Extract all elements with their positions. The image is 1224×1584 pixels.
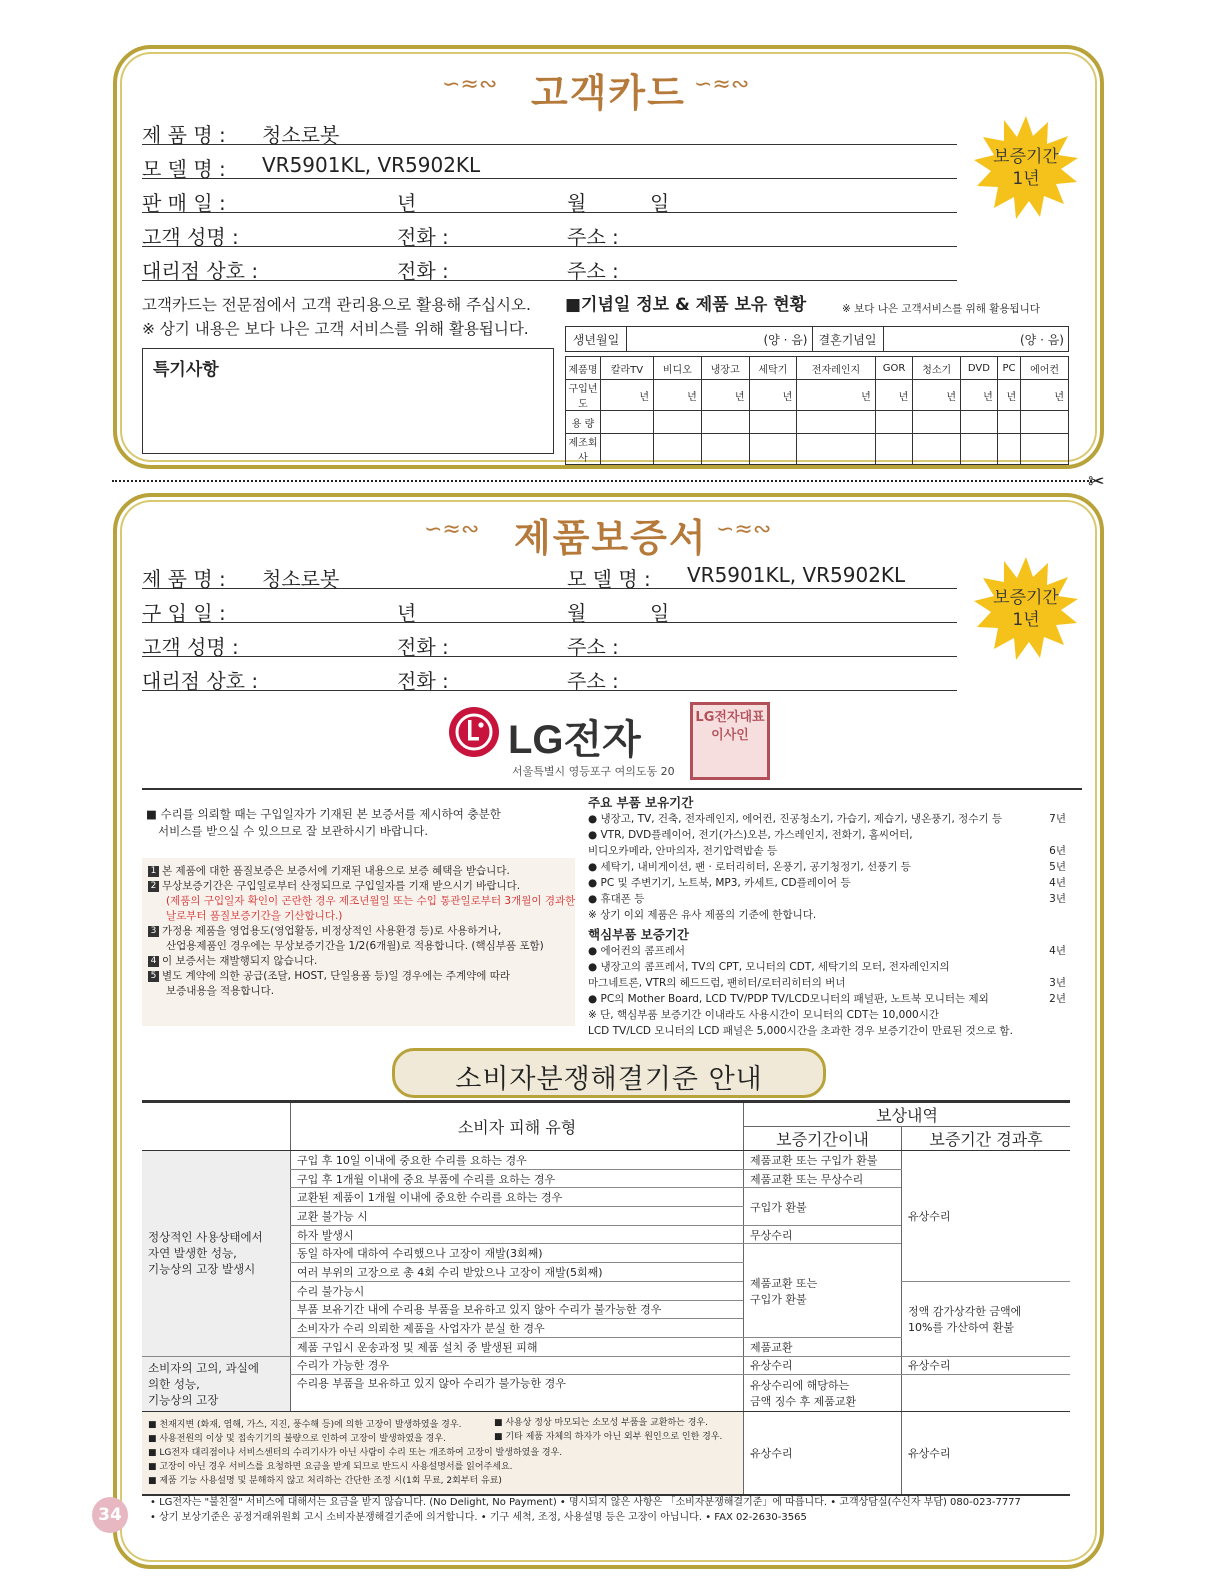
sale-date-label: 판 매 일 : (142, 191, 226, 215)
phone-label: 전화 : (397, 259, 449, 283)
parts-section (588, 793, 1068, 1039)
model-row (142, 150, 957, 179)
term-number: 1 (148, 866, 159, 877)
own-cell (797, 434, 876, 465)
phone-label: 전화 : (397, 225, 449, 249)
extra-note: ■ 사용상 정상 마모되는 소모성 부품을 교환하는 경우. (494, 1418, 708, 1429)
after-cell (902, 1375, 1071, 1412)
term-number (148, 911, 159, 922)
scissors-icon: ✂ (1088, 469, 1105, 493)
own-cell (961, 434, 998, 465)
own-cell: 년 (749, 380, 797, 411)
parts-text: ● 냉장고, TV, 건축, 전자레인지, 에어컨, 진공청소기, 가습기, 제습기, 냉온풍기, 정수기 등 (588, 813, 1003, 825)
address-label: 주소 : (567, 259, 619, 283)
w-product-value: 청소로봇 (262, 567, 340, 591)
parts-text: ● 에어컨의 콤프레서 (588, 945, 685, 957)
group-line: 자연 발생한 성능, (148, 1246, 237, 1261)
own-cell: 년 (961, 380, 998, 411)
ornament-left: ∽≈∾ (442, 72, 498, 97)
phone-label: 전화 : (397, 635, 449, 659)
group2-cell (142, 1356, 291, 1412)
day-label: 일 (650, 601, 670, 625)
cut-line (112, 480, 1092, 482)
extra-notes-cell (142, 1412, 744, 1496)
type-cell: 동일 하자에 대하여 수리했으나 고장이 재발(3회째) (291, 1244, 744, 1263)
parts-years: 5년 (1049, 861, 1066, 873)
term-text: 산업용제품인 경우에는 무상보증기간을 1/2(6개월)로 적용합니다. (핵심부품 포함) (166, 940, 544, 952)
term-text: 본 제품에 대한 품질보증은 보증서에 기재된 내용으로 보증 혜택을 받습니다. (162, 865, 510, 877)
anniversary-table (565, 326, 1069, 352)
own-cell (961, 411, 998, 434)
own-cell (601, 434, 654, 465)
parts-item (588, 959, 1068, 975)
ownership-table (565, 356, 1069, 465)
term-line (148, 909, 575, 924)
own-header-cell: 청소기 (913, 357, 961, 380)
dispute-extra-row (142, 1412, 1070, 1496)
own-header-cell: 세탁기 (749, 357, 797, 380)
comp-cell: 유상수리 (744, 1356, 902, 1375)
comp-cell (744, 1375, 902, 1412)
type-cell: 여러 부위의 고장으로 총 4회 수리 받았으나 고장이 재발(5회째) (291, 1263, 744, 1282)
anniv-title: ■기념일 정보 & 제품 보유 현황 (565, 295, 807, 315)
col-in-header: 보증기간이내 (744, 1127, 902, 1151)
warranty-intro (146, 806, 501, 840)
term-line (148, 984, 575, 999)
card-note2: ※ 상기 내용은 보다 나은 고객 서비스를 위해 활용됩니다. (142, 320, 529, 338)
own-header-cell: 비디오 (654, 357, 702, 380)
product-value: 청소로봇 (262, 123, 340, 147)
w-model-label: 모 델 명 : (567, 567, 651, 591)
parts-item (588, 975, 1068, 991)
dealer-label: 대리점 상호 : (142, 259, 259, 283)
parts-text: ● PC의 Mother Board, LCD TV/PDP TV/LCD모니터의 패널판, 노트북 모니터는 제외 (588, 993, 989, 1005)
type-cell: 수리가 가능한 경우 (291, 1356, 744, 1375)
parts-text: ※ 상기 이외 제품은 유사 제품의 기준에 한합니다. (588, 909, 817, 921)
parts-text: 비디오카메라, 안마의자, 전기압력밥솥 등 (588, 845, 778, 857)
extra-note: ■ 고장이 아닌 경우 서비스를 요청하면 요금을 받게 되므로 반드시 사용설명서를 읽어주세요. (148, 1462, 513, 1473)
after-cell: 유상수리 (902, 1356, 1071, 1375)
own-row-label: 구입년도 (566, 380, 601, 411)
product-label: 제 품 명 : (142, 123, 226, 147)
warranty-terms-box (142, 858, 575, 1026)
empty-header (142, 1102, 291, 1151)
type-cell: 소비자가 수리 의뢰한 제품을 사업자가 분실 한 경우 (291, 1319, 744, 1338)
term-text: (제품의 구입일자 확인이 곤란한 경우 제조년월일 또는 수입 통관일로부터 3개월이 경과한 (166, 895, 576, 907)
own-cell (701, 411, 749, 434)
card-note1: 고객카드는 전문점에서 고객 관리용으로 활용해 주십시오. (142, 296, 531, 314)
comp-line: 유상수리에 해당하는 (750, 1379, 850, 1393)
phone-label: 전화 : (397, 669, 449, 693)
ornament-left: ∽≈∾ (424, 517, 480, 542)
customer-card-title: 고객카드 (531, 71, 686, 115)
comp-cell (744, 1244, 902, 1337)
term-number (148, 941, 159, 952)
own-cell: 년 (1021, 380, 1069, 411)
own-row-label: 제조회사 (566, 434, 601, 465)
parts-text: ● PC 및 주변기기, 노트북, MP3, 카세트, CD플레이어 등 (588, 877, 851, 889)
dispute-table (142, 1100, 1070, 1496)
term-line (148, 924, 575, 939)
own-cell: 년 (875, 380, 913, 411)
term-line (148, 939, 575, 954)
wedding-label: 결혼기념일 (812, 327, 883, 352)
term-line (148, 864, 575, 879)
parts-item (588, 1007, 1068, 1023)
parts-item (588, 943, 1068, 959)
type-cell: 교환된 제품이 1개월 이내에 중요한 수리를 요하는 경우 (291, 1188, 744, 1207)
term-number: 2 (148, 881, 159, 892)
after-line: 정액 감가상각한 금액에 (908, 1304, 1022, 1318)
dispute-row (142, 1151, 1070, 1170)
parts-years: 7년 (1049, 813, 1066, 825)
type-cell: 제품 구입시 운송과정 및 제품 설치 중 발생된 피해 (291, 1337, 744, 1356)
parts-text: ● VTR, DVD플레이어, 전기(가스)오븐, 가스레인지, 전화기, 홈씨어터, (588, 829, 913, 841)
brand-name: LG전자 (508, 718, 641, 762)
badge-line2: 1년 (1012, 610, 1040, 630)
own-header-cell: GOR (875, 357, 913, 380)
own-header-cell: 에어컨 (1021, 357, 1069, 380)
year-label: 년 (397, 601, 417, 625)
parts-item (588, 891, 1068, 907)
anniv-note: ※ 보다 나은 고객서비스를 위해 활용됩니다 (842, 303, 1040, 315)
term-line (148, 969, 575, 984)
parts-item (588, 827, 1068, 843)
w-dealer-row (142, 662, 957, 691)
parts-item (588, 991, 1068, 1007)
core-title: 핵심부품 보증기간 (588, 927, 689, 942)
lg-face-icon (448, 706, 500, 758)
parts-item (588, 843, 1068, 859)
month-label: 월 (567, 191, 587, 215)
ornament-right: ∽≈∾ (716, 517, 772, 542)
own-cell: 년 (913, 380, 961, 411)
w-purchase-row (142, 594, 957, 623)
own-header-cell: DVD (961, 357, 998, 380)
type-cell: 부품 보유기간 내에 수리용 부품을 보유하고 있지 않아 수리가 불가능한 경우 (291, 1300, 744, 1319)
extra-note: ■ 기타 제품 자체의 하자가 아닌 외부 원인으로 인한 경우. (494, 1432, 723, 1443)
parts-title: 주요 부품 보유기간 (588, 795, 694, 810)
after-cell: 유상수리 (902, 1151, 1071, 1282)
wedding-lunar: (양 · 음) (883, 327, 1069, 352)
w-model-value: VR5901KL, VR5902KL (687, 563, 906, 587)
footer-line1: • LG전자는 "불친절" 서비스에 대해서는 요금을 받지 않습니다. (No Delight, No Payment) • 명시되지 않은 사항은 「소비자분쟁해결기준」에 따릅니다. • 고객상담실(수신자 부담) 080-023-7777 (150, 1497, 1021, 1508)
term-text: 가정용 제품을 영업용도(영업활동, 비정상적인 사용환경 등)로 사용하거나, (162, 925, 502, 937)
w-dealer-label: 대리점 상호 : (142, 669, 259, 693)
own-cell (749, 411, 797, 434)
dealer-row (142, 252, 957, 281)
own-cell (654, 411, 702, 434)
own-cell (1021, 411, 1069, 434)
birthday-label: 생년월일 (566, 327, 627, 352)
parts-item (588, 859, 1068, 875)
w-product-row (142, 560, 957, 589)
term-line (148, 894, 575, 909)
own-cell (749, 434, 797, 465)
comp-cell: 무상수리 (744, 1225, 902, 1244)
type-cell: 구입 후 1개월 이내에 중요 부품에 수리를 요하는 경우 (291, 1169, 744, 1188)
parts-item (588, 875, 1068, 891)
type-cell: 하자 발생시 (291, 1225, 744, 1244)
extra-note: ■ 천재지변 (화재, 염해, 가스, 지진, 풍수해 등)에 의한 고장이 발생하였을 경우. (148, 1420, 462, 1431)
parts-years: 4년 (1049, 945, 1066, 957)
own-cell: 년 (997, 380, 1020, 411)
col-comp-header: 보상내역 (744, 1102, 1071, 1127)
own-cell: 년 (701, 380, 749, 411)
special-notes-label: 특기사항 (153, 360, 219, 380)
parts-years: 6년 (1049, 845, 1066, 857)
w-product-label: 제 품 명 : (142, 567, 226, 591)
after-line: 10%를 가산하여 환불 (908, 1320, 1014, 1334)
group-line: 소비자의 고의, 과실에 (148, 1360, 259, 1375)
comp-cell: 구입가 환불 (744, 1188, 902, 1225)
term-text: 이 보증서는 재발행되지 않습니다. (162, 955, 318, 967)
own-row (566, 434, 1069, 465)
birthday-lunar: (양 · 음) (627, 327, 813, 352)
dispute-row (142, 1356, 1070, 1375)
term-line (148, 954, 575, 969)
parts-text: ※ 단, 핵심부품 보증기간 이내라도 사용시간이 모니터의 CDT는 10,000시간 (588, 1009, 939, 1021)
own-header-cell: 냉장고 (701, 357, 749, 380)
type-cell: 교환 불가능 시 (291, 1207, 744, 1226)
warranty-badge (974, 557, 1078, 661)
footer-line2: • 상기 보상기준은 공정거래위원회 고시 소비자분쟁해결기준에 의거합니다. • 기구 세척, 조정, 사용설명 등은 고장이 아닙니다. • FAX 02-2630-3565 (150, 1512, 807, 1523)
address-label: 주소 : (567, 635, 619, 659)
type-cell: 수리용 부품을 보유하고 있지 않아 수리가 불가능한 경우 (291, 1375, 744, 1412)
parts-years: 3년 (1049, 893, 1066, 905)
extra-after: 유상수리 (902, 1412, 1071, 1496)
own-header-cell: 제품명 (566, 357, 601, 380)
year-label: 년 (397, 191, 417, 215)
own-cell (701, 434, 749, 465)
month-label: 월 (567, 601, 587, 625)
extra-note: ■ LG전자 대리점이나 서비스센터의 수리기사가 아닌 사람이 수리 또는 개조하여 고장이 발생하였을 경우. (148, 1448, 563, 1459)
own-header-cell: 칼라TV (601, 357, 654, 380)
parts-item (588, 907, 1068, 923)
extra-notes-right (494, 1416, 722, 1444)
address-label: 주소 : (567, 225, 619, 249)
own-cell (997, 411, 1020, 434)
own-row (566, 380, 1069, 411)
own-header-cell: 전자레인지 (797, 357, 876, 380)
own-cell: 년 (654, 380, 702, 411)
comp-cell: 제품교환 또는 무상수리 (744, 1169, 902, 1188)
brand-address: 서울특별시 영등포구 여의도동 20 (512, 765, 675, 778)
dispute-title: 소비자분쟁해결기준 안내 (455, 1064, 763, 1095)
group1-cell (142, 1151, 291, 1357)
own-cell (601, 411, 654, 434)
day-label: 일 (650, 191, 670, 215)
parts-years: 3년 (1049, 977, 1066, 989)
sale-date-row (142, 184, 957, 213)
parts-years: 2년 (1049, 993, 1066, 1005)
extra-note: ■ 제품 기능 사용설명 및 분해하지 않고 처리하는 간단한 조정 시(1회 무료, 2회부터 유료) (148, 1476, 502, 1487)
term-number: 4 (148, 956, 159, 967)
warranty-badge (974, 116, 1078, 220)
comp-line: 제품교환 또는 (750, 1276, 818, 1290)
term-text: 별도 계약에 의한 공급(조달, HOST, 단일용품 등)일 경우에는 주계약에 따라 (162, 970, 511, 982)
type-cell: 구입 후 10일 이내에 중요한 수리를 요하는 경우 (291, 1151, 744, 1170)
badge-line2: 1년 (1012, 169, 1040, 189)
comp-line: 구입가 환불 (750, 1292, 807, 1306)
w-purchase-label: 구 입 일 : (142, 601, 226, 625)
product-row (142, 116, 957, 145)
intro-line: 서비스를 받으실 수 있으므로 잘 보관하시기 바랍니다. (158, 824, 428, 838)
group-line: 기능상의 고장 (148, 1392, 219, 1407)
term-number: 5 (148, 971, 159, 982)
parts-item (588, 811, 1068, 827)
term-number (148, 896, 159, 907)
term-text: 날로부터 품질보증기간을 기산합니다.) (166, 910, 343, 922)
address-label: 주소 : (567, 669, 619, 693)
own-cell (654, 434, 702, 465)
own-cell (875, 434, 913, 465)
after-cell (902, 1281, 1071, 1356)
badge-line1: 보증기간 (993, 147, 1059, 167)
extra-comp: 유상수리 (744, 1412, 902, 1496)
col-after-header: 보증기간 경과후 (902, 1127, 1071, 1151)
w-customer-row (142, 628, 957, 657)
divider (142, 788, 1082, 790)
group-line: 기능상의 고장 발생시 (148, 1262, 256, 1277)
comp-cell: 제품교환 또는 구입가 환불 (744, 1151, 902, 1170)
own-row-label: 용 량 (566, 411, 601, 434)
own-cell: 년 (601, 380, 654, 411)
page-number: 34 (92, 1497, 128, 1533)
ornament-right: ∽≈∾ (694, 72, 750, 97)
parts-item (588, 1023, 1068, 1039)
parts-text: 마그네트론, VTR의 헤드드럼, 팬히터/로터리히터의 버너 (588, 977, 846, 989)
term-text: 보증내용을 적용합니다. (166, 985, 275, 997)
own-cell (913, 411, 961, 434)
parts-text: LCD TV/LCD 모니터의 LCD 패널은 5,000시간을 초과한 경우 보증기간이 만료된 것으로 함. (588, 1025, 1013, 1037)
badge-line1: 보증기간 (993, 588, 1059, 608)
comp-cell: 제품교환 (744, 1337, 902, 1356)
company-seal: LG전자대표이사인 (690, 702, 770, 780)
w-customer-label: 고객 성명 : (142, 635, 239, 659)
parts-text: ● 세탁기, 내비게이션, 팬 · 로터리히터, 온풍기, 공기청정기, 선풍기 등 (588, 861, 911, 873)
term-number: 3 (148, 926, 159, 937)
special-notes-box (142, 348, 554, 454)
model-label: 모 델 명 : (142, 157, 226, 181)
term-text: 무상보증기간은 구입일로부터 산정되므로 구입일자를 기재 받으시기 바랍니다. (162, 880, 521, 892)
extra-note: ■ 사용전원의 이상 및 접속기기의 불량으로 인하여 고장이 발생하였을 경우. (148, 1434, 446, 1445)
parts-text: ● 냉장고의 콤프레서, TV의 CPT, 모니터의 CDT, 세탁기의 모터, 전자레인지의 (588, 961, 950, 973)
comp-line: 금액 징수 후 제품교환 (750, 1395, 857, 1409)
own-cell (875, 411, 913, 434)
own-cell (1021, 434, 1069, 465)
own-cell (797, 411, 876, 434)
own-header-cell: PC (997, 357, 1020, 380)
own-cell (997, 434, 1020, 465)
group-line: 의한 성능, (148, 1376, 200, 1391)
type-cell: 수리 불가능시 (291, 1281, 744, 1300)
customer-name-label: 고객 성명 : (142, 225, 239, 249)
term-line (148, 879, 575, 894)
col-type-header: 소비자 피해 유형 (291, 1102, 744, 1151)
parts-text: ● 휴대폰 등 (588, 893, 645, 905)
own-cell: 년 (797, 380, 876, 411)
term-number (148, 986, 159, 997)
group-line: 정상적인 사용상태에서 (148, 1230, 263, 1245)
intro-line: ■ 수리를 의뢰할 때는 구입일자가 기재된 본 보증서를 제시하여 충분한 (146, 807, 501, 821)
warranty-title: 제품보증서 (514, 516, 708, 560)
own-row (566, 411, 1069, 434)
parts-years: 4년 (1049, 877, 1066, 889)
customer-row (142, 218, 957, 247)
dispute-title-banner (392, 1048, 826, 1098)
model-value: VR5901KL, VR5902KL (262, 153, 481, 177)
own-cell (913, 434, 961, 465)
